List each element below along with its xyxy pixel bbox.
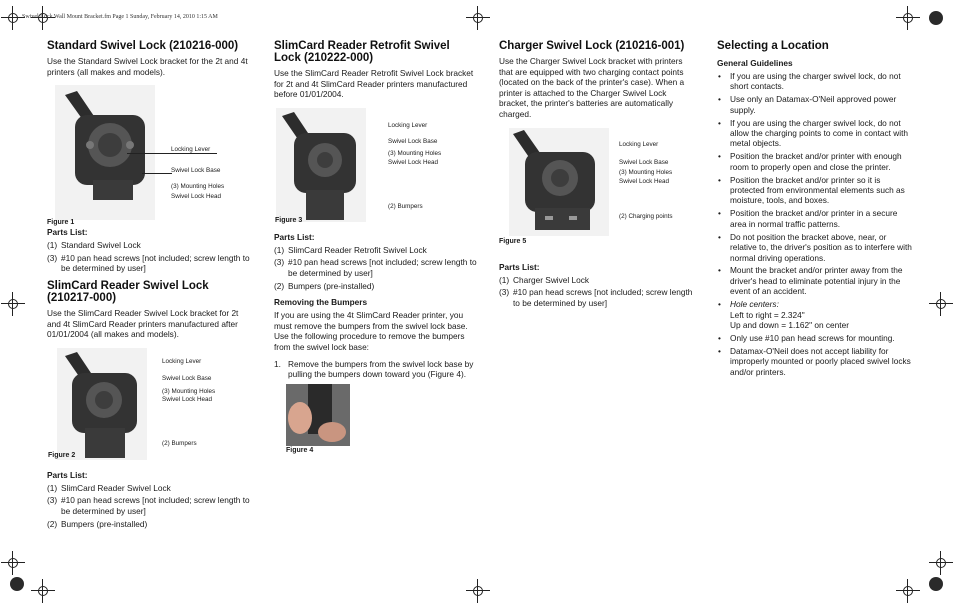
registration-mark [5, 296, 21, 312]
list-item: (3) #10 pan head screws [not included; screw length to be determined by user] [47, 252, 250, 274]
callout-label: (2) Bumpers [388, 202, 423, 210]
parts-list-title: Parts List: [499, 261, 540, 272]
list-item: (1) Charger Swivel Lock [499, 274, 590, 285]
corner-dot [10, 577, 24, 591]
registration-mark [5, 555, 21, 571]
callout-label: Swivel Lock Head [388, 158, 439, 166]
section-title: SlimCard Reader Swivel Lock (210217-000) [47, 279, 209, 304]
callout-label: Swivel Lock Head [162, 395, 213, 403]
section-title: Charger Swivel Lock (210216-001) [499, 40, 685, 52]
figure-3 [274, 106, 479, 232]
list-item: (1) Standard Swivel Lock [47, 240, 141, 251]
list-item: • Use only an Datamax-O'Neil approved power supply. [718, 94, 897, 115]
section-text: Use the Charger Swivel Lock bracket with printers that are equipped with two charging contact points (located on the back of the printer's case). When a printer is attached to the Charger Swivel Lock bracket, the printer's batteries are automatically charged. [499, 56, 685, 119]
registration-mark [35, 583, 51, 599]
figure-label: Figure 4 [286, 446, 314, 454]
registration-mark [933, 555, 949, 571]
callout-label: Locking Lever [171, 146, 211, 154]
list-item: (3) #10 pan head screws [not included; screw length to be determined by user] [274, 257, 477, 278]
section-title: Selecting a Location [717, 40, 829, 52]
figure-label: Figure 5 [499, 237, 527, 245]
guidelines-list [717, 71, 913, 377]
figure-4 [274, 382, 479, 454]
figure-label: Figure 2 [48, 451, 76, 459]
page-header: Swivel Lock Wall Mount Bracket.fm Page 1 Sunday, February 14, 2010 1:15 AM [22, 14, 218, 20]
list-item: • If you are using the charger swivel lock, do not short contacts. [718, 71, 901, 92]
parts-list-title: Parts List: [47, 227, 88, 238]
column-1 [47, 40, 252, 531]
figure-2 [47, 346, 252, 470]
column-3 [499, 40, 695, 310]
list-item: • Do not position the bracket above, near, or relative to, the driver's position as to interfere with normal driving operations. [718, 231, 912, 263]
callout-label: Locking Lever [388, 121, 428, 129]
section-text: Use the SlimCard Reader Retrofit Swivel Lock bracket for 2t and 4t SlimCard Reader printers manufactured before 01/01/2004. [274, 68, 474, 100]
charger-swivel-lock-image [509, 128, 609, 236]
column-4 [717, 40, 913, 379]
parts-list-title: Parts List: [47, 469, 88, 480]
parts-list-title: Parts List: [274, 231, 315, 242]
callout-label: (3) Mounting Holes [162, 387, 216, 395]
section-title: Standard Swivel Lock (210216-000) [47, 40, 239, 52]
callout-label: Swivel Lock Head [619, 177, 670, 185]
list-item: • Only use #10 pan head screws for mounting. [718, 332, 895, 343]
registration-mark [933, 296, 949, 312]
swivel-lock-image [276, 108, 366, 222]
subsection-title: General Guidelines [717, 58, 793, 68]
list-item: (1) SlimCard Reader Retrofit Swivel Lock [274, 244, 427, 255]
corner-dot [929, 11, 943, 25]
figure-label: Figure 3 [275, 216, 303, 224]
list-item: • Position the bracket and/or printer so it is protected from environmental elements such as moisture, tools, and boxes. [718, 174, 905, 206]
list-item: (3) #10 pan head screws [not included; screw length to be determined by user] [47, 495, 250, 516]
callout-label: (2) Bumpers [162, 439, 197, 447]
figure-1 [47, 83, 252, 227]
callout-label: (2) Charging points [619, 212, 673, 220]
list-item: (1) SlimCard Reader Swivel Lock [47, 482, 171, 493]
list-item: (2) Bumpers (pre-installed) [47, 518, 148, 529]
figure-5 [499, 126, 695, 250]
callout-label: (3) Mounting Holes [388, 149, 442, 157]
subsection-title: Removing the Bumpers [274, 297, 368, 308]
registration-mark [900, 583, 916, 599]
list-item: • Mount the bracket and/or printer away from the driver's head to eliminate potential injury in the event of an accident. [718, 265, 903, 297]
list-item: 1. Remove the bumpers from the swivel lock base by pulling the bumpers down toward you (Figure 4). [274, 358, 474, 380]
list-item: • If you are using the charger swivel lock, do not allow the charging points to come in contact with metal objects. [718, 117, 909, 149]
column-2 [274, 40, 479, 454]
registration-mark [470, 10, 486, 26]
callout-label: Swivel Lock Base [171, 167, 221, 175]
list-item: • Datamax-O'Neil does not accept liability for improperly mounted or poorly placed swivel locks and/or printers. [718, 345, 911, 377]
list-item: • Hole centers: Left to right = 2.324" Up and down = 1.162" on center [718, 299, 849, 330]
callout-label: (3) Mounting Holes [619, 168, 673, 176]
callout-label: Swivel Lock Base [388, 137, 438, 145]
figure-label: Figure 1 [47, 219, 75, 227]
section-text: If you are using the 4t SlimCard Reader printer, you must remove the bumpers from the swivel lock base. Use the following procedure to remove the bumpers from the swivel lock base: [274, 310, 468, 352]
section-text: Use the Standard Swivel Lock bracket for the 2t and 4t printers (all makes and models). [47, 56, 248, 77]
callout-label: (3) Mounting Holes [171, 183, 225, 191]
list-item: • Position the bracket and/or printer in a secure area in normal traffic patterns. [718, 208, 898, 229]
callout-label: Swivel Lock Base [619, 158, 669, 166]
list-item: (2) Bumpers (pre-installed) [274, 280, 375, 291]
registration-mark [470, 583, 486, 599]
section-title: SlimCard Reader Retrofit Swivel Lock (210222-000) [274, 40, 450, 64]
callout-label: Swivel Lock Base [162, 374, 212, 382]
list-item: (3) #10 pan head screws [not included; screw length to be determined by user] [499, 287, 693, 308]
callout-label: Locking Lever [162, 357, 202, 365]
callout-label: Locking Lever [619, 140, 659, 148]
bumper-removal-photo [286, 384, 350, 446]
section-text: Use the SlimCard Reader Swivel Lock bracket for 2t and 4t SlimCard Reader printers manufactured after 01/01/2004 (all makes and models). [47, 307, 239, 340]
swivel-lock-image [57, 348, 147, 460]
list-item: • Position the bracket and/or printer with enough room to properly open and close the printer. [718, 151, 902, 172]
corner-dot [929, 577, 943, 591]
registration-mark [5, 10, 21, 26]
callout-label: Swivel Lock Head [171, 193, 222, 201]
registration-mark [900, 10, 916, 26]
